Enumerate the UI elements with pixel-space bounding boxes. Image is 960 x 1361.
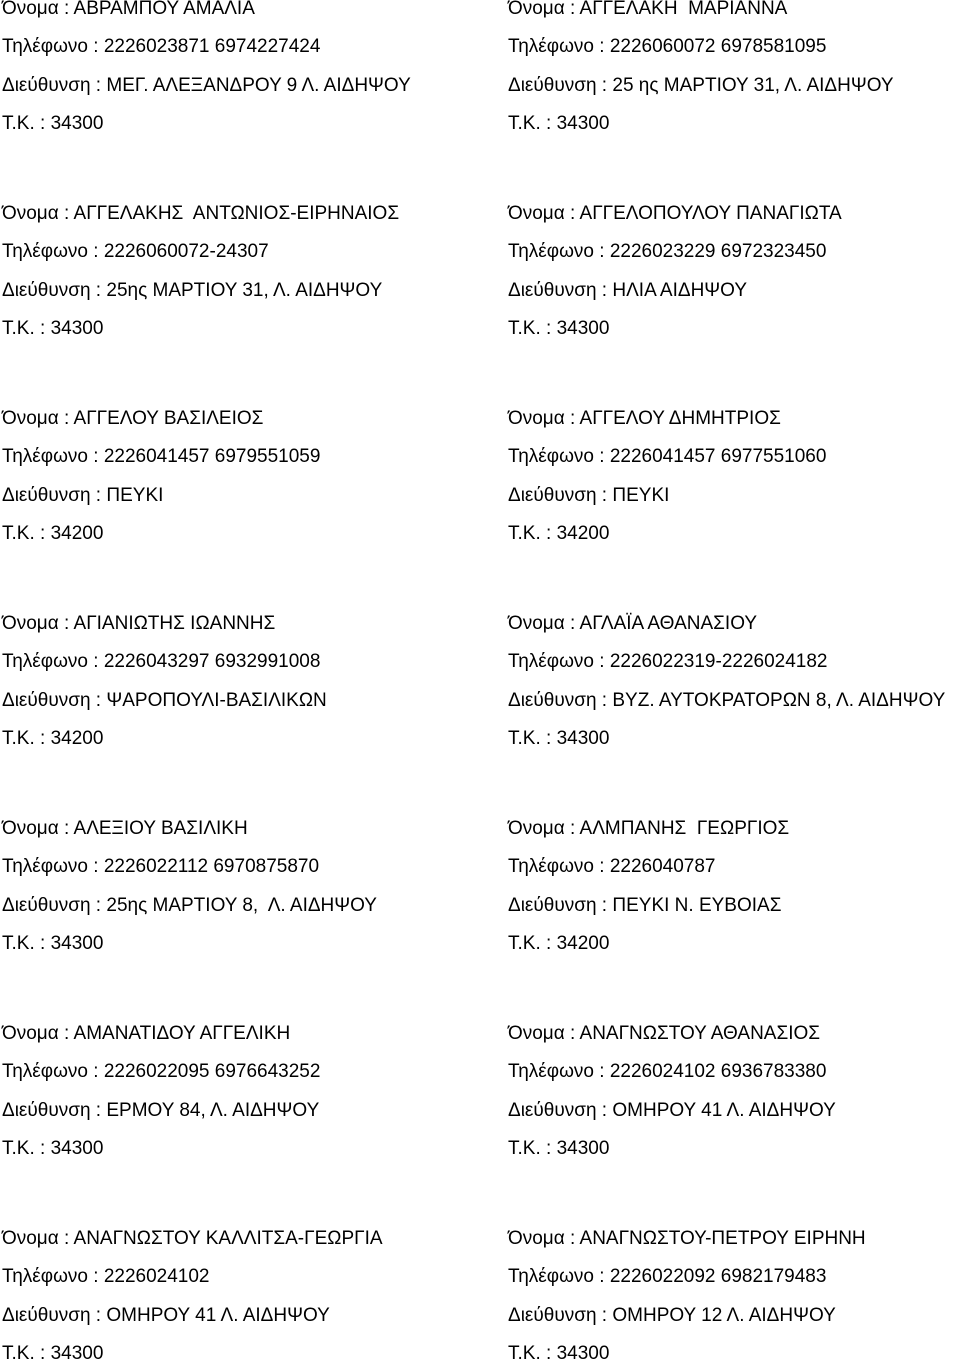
phone-line [508,1061,960,1083]
name-label: Όνομα [508,202,565,224]
name-label: Όνομα [508,0,565,19]
phone-value: 2226041457 6977551060 [609,446,827,468]
name-line [2,407,508,429]
phone-value: 2226023871 6974227424 [103,36,321,58]
postal-code-label: Τ.Κ. [2,112,35,134]
separator: : [596,894,613,916]
postal-code-label: Τ.Κ. [508,317,541,339]
separator: : [87,1266,104,1288]
postal-code-line [2,1342,508,1361]
separator: : [564,202,580,224]
address-value: ΨΑΡΟΠΟΥΛΙ-ΒΑΣΙΛΙΚΩΝ [106,689,327,711]
address-label: Διεύθυνση [508,279,597,301]
address-line [508,689,960,711]
phone-value: 2226043297 6932991008 [103,651,321,673]
phone-line [2,36,508,58]
separator: : [34,112,51,134]
separator: : [87,36,104,58]
name-line [2,0,508,19]
address-value: 25ης ΜΑΡΤΙΟΥ 8, Λ. ΑΙΔΗΨΟΥ [106,894,377,916]
phone-value: 2226060072-24307 [103,241,269,263]
separator: : [596,279,613,301]
name-label: Όνομα [2,612,59,634]
contact-entry [2,0,508,134]
separator: : [596,1099,613,1121]
postal-code-line [508,522,960,544]
phone-label: Τηλέφωνο [508,856,594,878]
phone-line [2,1061,508,1083]
separator: : [34,317,51,339]
phone-value: 2226022095 6976643252 [103,1061,321,1083]
postal-code-value: 34300 [50,112,104,134]
address-value: 25 ης ΜΑΡΤΙΟΥ 31, Λ. ΑΙΔΗΨΟΥ [612,74,894,96]
phone-label: Τηλέφωνο [508,1061,594,1083]
postal-code-line [2,112,508,134]
postal-code-value: 34300 [556,317,610,339]
separator: : [34,1342,51,1361]
phone-label: Τηλέφωνο [2,36,88,58]
postal-code-label: Τ.Κ. [508,1342,541,1361]
address-line [508,1304,960,1326]
phone-line [508,446,960,468]
phone-line [2,241,508,263]
address-label: Διεύθυνση [508,1099,597,1121]
name-label: Όνομα [508,407,565,429]
address-value: ΠΕΥΚΙ [106,484,164,506]
phone-label: Τηλέφωνο [508,651,594,673]
address-line [508,74,960,96]
contact-entry [2,1022,508,1159]
name-label: Όνομα [2,817,59,839]
contact-entry [2,612,508,749]
postal-code-value: 34200 [50,522,104,544]
postal-code-line [508,932,960,954]
name-value: ΑΓΙΑΝΙΩΤΗΣ ΙΩΑΝΝΗΣ [73,612,276,634]
address-label: Διεύθυνση [508,1304,597,1326]
name-value: ΑΛΜΠΑΝΗΣ ΓΕΩΡΓΙΟΣ [579,817,790,839]
postal-code-line [2,727,508,749]
address-line [2,689,508,711]
separator: : [564,817,580,839]
address-line [508,1099,960,1121]
separator: : [540,522,557,544]
phone-line [508,1266,960,1288]
name-label: Όνομα [2,202,59,224]
separator: : [34,727,51,749]
name-line [508,407,960,429]
name-value: ΑΓΛΑΪΑ ΑΘΑΝΑΣΙΟΥ [579,612,758,634]
address-line [2,1304,508,1326]
name-value: ΑΓΓΕΛΟΥ ΔΗΜΗΤΡΙΟΣ [579,407,781,429]
postal-code-line [2,522,508,544]
postal-code-line [508,1137,960,1159]
contact-entry [508,612,960,749]
postal-code-label: Τ.Κ. [2,932,35,954]
postal-code-label: Τ.Κ. [2,1342,35,1361]
postal-code-value: 34200 [556,932,610,954]
separator: : [540,1137,557,1159]
name-line [508,1022,960,1044]
separator: : [90,1304,107,1326]
separator: : [58,202,74,224]
name-label: Όνομα [2,1227,59,1249]
separator: : [564,407,580,429]
contact-entry [2,407,508,544]
address-label: Διεύθυνση [508,894,597,916]
phone-label: Τηλέφωνο [508,241,594,263]
address-value: ΒΥΖ. ΑΥΤΟΚΡΑΤΟΡΩΝ 8, Λ. ΑΙΔΗΨΟΥ [612,689,946,711]
phone-label: Τηλέφωνο [2,446,88,468]
postal-code-value: 34300 [556,1137,610,1159]
phone-line [508,241,960,263]
phone-value: 2226041457 6979551059 [103,446,321,468]
postal-code-line [508,727,960,749]
name-line [508,202,960,224]
separator: : [87,651,104,673]
separator: : [593,856,610,878]
separator: : [34,1137,51,1159]
name-label: Όνομα [508,1227,565,1249]
address-label: Διεύθυνση [2,484,91,506]
postal-code-label: Τ.Κ. [2,522,35,544]
separator: : [90,279,107,301]
name-line [508,1227,960,1249]
contact-entry [2,1227,508,1361]
name-line [2,1022,508,1044]
phone-line [2,446,508,468]
name-value: ΑΝΑΓΝΩΣΤΟΥ-ΠΕΤΡΟΥ ΕΙΡΗΝΗ [579,1227,866,1249]
address-value: ΠΕΥΚΙ Ν. ΕΥΒΟΙΑΣ [612,894,782,916]
separator: : [593,1266,610,1288]
phone-line [508,856,960,878]
separator: : [596,689,613,711]
phone-label: Τηλέφωνο [508,36,594,58]
address-line [508,484,960,506]
name-value: ΑΓΓΕΛΑΚΗ ΜΑΡΙΑΝΝΑ [579,0,788,19]
phone-label: Τηλέφωνο [508,446,594,468]
contact-entry [508,1227,960,1361]
separator: : [564,612,580,634]
phone-value: 2226022319-2226024182 [609,651,828,673]
separator: : [34,932,51,954]
separator: : [540,932,557,954]
name-value: ΑΓΓΕΛΟΥ ΒΑΣΙΛΕΙΟΣ [73,407,264,429]
separator: : [58,1227,74,1249]
phone-value: 2226023229 6972323450 [609,241,827,263]
separator: : [593,241,610,263]
address-label: Διεύθυνση [508,689,597,711]
postal-code-line [2,317,508,339]
address-line [2,894,508,916]
address-label: Διεύθυνση [2,894,91,916]
phone-line [2,651,508,673]
address-value: ΜΕΓ. ΑΛΕΞΑΝΔΡΟΥ 9 Λ. ΑΙΔΗΨΟΥ [106,74,411,96]
separator: : [593,36,610,58]
postal-code-label: Τ.Κ. [2,727,35,749]
postal-code-line [508,112,960,134]
postal-code-value: 34300 [50,1137,104,1159]
postal-code-line [508,1342,960,1361]
name-value: ΑΓΓΕΛΟΠΟΥΛΟΥ ΠΑΝΑΓΙΩΤΑ [579,202,842,224]
postal-code-value: 34300 [556,1342,610,1361]
separator: : [596,484,613,506]
separator: : [90,74,107,96]
address-label: Διεύθυνση [2,1304,91,1326]
name-value: ΑΛΕΞΙΟΥ ΒΑΣΙΛΙΚΗ [73,817,248,839]
address-value: ΕΡΜΟΥ 84, Λ. ΑΙΔΗΨΟΥ [106,1099,320,1121]
separator: : [87,446,104,468]
address-value: ΟΜΗΡΟΥ 41 Λ. ΑΙΔΗΨΟΥ [612,1099,836,1121]
phone-line [508,651,960,673]
separator: : [87,241,104,263]
phone-line [2,1266,508,1288]
separator: : [593,651,610,673]
address-line [508,894,960,916]
postal-code-value: 34300 [50,317,104,339]
postal-code-label: Τ.Κ. [508,522,541,544]
postal-code-value: 34300 [50,1342,104,1361]
address-value: ΠΕΥΚΙ [612,484,670,506]
contact-entry [508,1022,960,1159]
separator: : [564,0,580,19]
phone-label: Τηλέφωνο [2,1061,88,1083]
name-line [508,612,960,634]
contact-entry [2,817,508,954]
name-label: Όνομα [508,1022,565,1044]
contact-entry [2,202,508,339]
postal-code-label: Τ.Κ. [508,932,541,954]
name-label: Όνομα [2,407,59,429]
postal-code-label: Τ.Κ. [508,1137,541,1159]
name-line [2,817,508,839]
separator: : [596,74,613,96]
address-label: Διεύθυνση [2,1099,91,1121]
name-line [508,0,960,19]
name-value: ΑΓΓΕΛΑΚΗΣ ΑΝΤΩΝΙΟΣ-ΕΙΡΗΝΑΙΟΣ [73,202,400,224]
postal-code-line [2,932,508,954]
postal-code-value: 34200 [50,727,104,749]
separator: : [540,112,557,134]
separator: : [593,446,610,468]
name-label: Όνομα [2,0,59,19]
name-value: ΑΒΡΑΜΠΟΥ ΑΜΑΛΙΑ [73,0,255,19]
separator: : [90,689,107,711]
postal-code-value: 34300 [556,112,610,134]
phone-label: Τηλέφωνο [2,241,88,263]
postal-code-label: Τ.Κ. [2,1137,35,1159]
name-label: Όνομα [508,612,565,634]
address-line [2,484,508,506]
name-value: ΑΜΑΝΑΤΙΔΟΥ ΑΓΓΕΛΙΚΗ [73,1022,291,1044]
address-value: 25ης ΜΑΡΤΙΟΥ 31, Λ. ΑΙΔΗΨΟΥ [106,279,383,301]
name-value: ΑΝΑΓΝΩΣΤΟΥ ΚΑΛΛΙΤΣΑ-ΓΕΩΡΓΙΑ [73,1227,383,1249]
phone-value: 2226060072 6978581095 [609,36,827,58]
name-line [2,202,508,224]
name-line [508,817,960,839]
separator: : [564,1227,580,1249]
phone-line [2,856,508,878]
separator: : [87,1061,104,1083]
postal-code-value: 34300 [50,932,104,954]
postal-code-line [2,1137,508,1159]
separator: : [596,1304,613,1326]
separator: : [593,1061,610,1083]
postal-code-value: 34200 [556,522,610,544]
postal-code-label: Τ.Κ. [508,112,541,134]
name-line [2,612,508,634]
separator: : [540,1342,557,1361]
phone-value: 2226024102 6936783380 [609,1061,827,1083]
address-value: ΟΜΗΡΟΥ 12 Λ. ΑΙΔΗΨΟΥ [612,1304,836,1326]
separator: : [87,856,104,878]
phone-value: 2226040787 [609,856,716,878]
contact-entry [508,407,960,544]
separator: : [90,1099,107,1121]
separator: : [90,894,107,916]
separator: : [540,727,557,749]
separator: : [564,1022,580,1044]
name-value: ΑΝΑΓΝΩΣΤΟΥ ΑΘΑΝΑΣΙΟΣ [579,1022,821,1044]
phone-label: Τηλέφωνο [2,651,88,673]
separator: : [90,484,107,506]
address-label: Διεύθυνση [508,484,597,506]
phone-value: 2226022112 6970875870 [103,856,320,878]
phone-line [508,36,960,58]
separator: : [58,407,74,429]
postal-code-line [508,317,960,339]
phone-label: Τηλέφωνο [2,856,88,878]
postal-code-label: Τ.Κ. [508,727,541,749]
address-label: Διεύθυνση [508,74,597,96]
separator: : [58,0,74,19]
contact-entry [508,0,960,134]
address-line [2,1099,508,1121]
separator: : [34,522,51,544]
address-line [508,279,960,301]
postal-code-value: 34300 [556,727,610,749]
name-line [2,1227,508,1249]
address-line [2,279,508,301]
phone-label: Τηλέφωνο [2,1266,88,1288]
name-label: Όνομα [508,817,565,839]
contact-entry [508,817,960,954]
address-label: Διεύθυνση [2,279,91,301]
address-label: Διεύθυνση [2,689,91,711]
address-value: ΗΛΙΑ ΑΙΔΗΨΟΥ [612,279,747,301]
separator: : [540,317,557,339]
postal-code-label: Τ.Κ. [2,317,35,339]
phone-value: 2226022092 6982179483 [609,1266,827,1288]
address-label: Διεύθυνση [2,74,91,96]
address-line [2,74,508,96]
phone-label: Τηλέφωνο [508,1266,594,1288]
address-value: ΟΜΗΡΟΥ 41 Λ. ΑΙΔΗΨΟΥ [106,1304,330,1326]
contact-entry [508,202,960,339]
name-label: Όνομα [2,1022,59,1044]
phone-value: 2226024102 [103,1266,210,1288]
separator: : [58,1022,74,1044]
separator: : [58,612,74,634]
separator: : [58,817,74,839]
